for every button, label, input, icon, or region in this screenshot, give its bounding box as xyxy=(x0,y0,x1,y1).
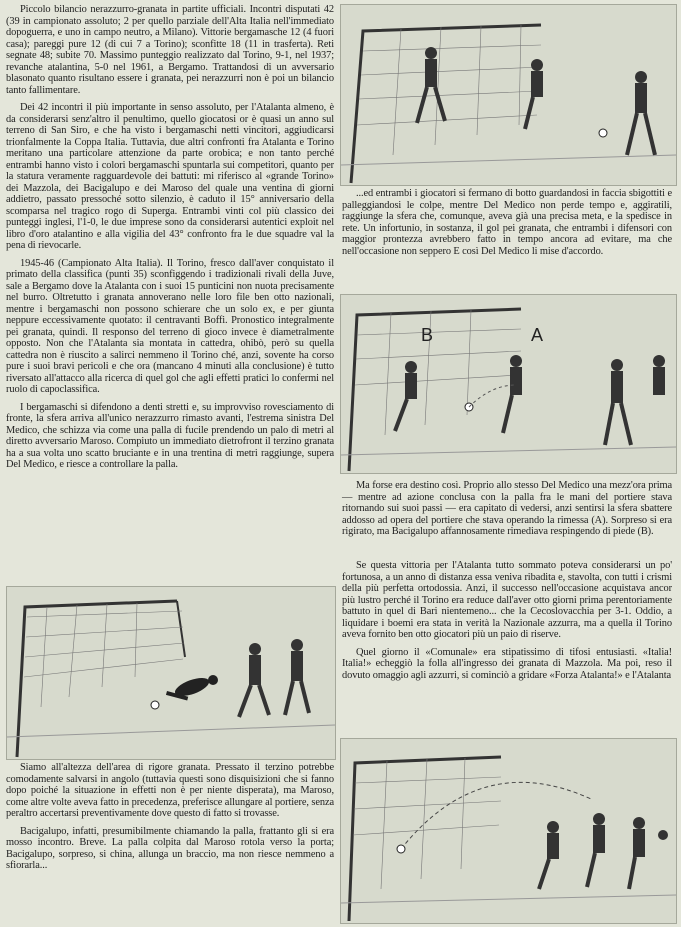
illustration-caption: Ma forse era destino così. Proprio allo stesso Del Medico una mezz'ora prima — mentre ad azione conclusa con la palla fra le mani del portiere stava ritornando sui suoi passi — era capitato di vedersi, anzi sentirsi la sfera sbattere addosso ad opera del portiere che stava operando la rimessa (A). Sorpreso si era rigirato, ma Bacigalupo affannosamente rimediava respingendo di piede (B). xyxy=(342,480,672,537)
illustration-final-goal xyxy=(340,738,677,924)
article-paragraph: I bergamaschi si difendono a denti stretti e, su improvviso rovesciamento di fronte, la sfera arriva all'unico nerazzurro rimasto avanti, l'estrema sinistra Del Medico, che schizza via come una palla di fucile prendendo un palo di metri al diretto avversario Maroso. Compiuto un immediato dietrofront il terzino granata ha a sua volta uno scatto bruciante e in una trentina di metri raggiunge, supera Del Medico, e riesce a controllare la palla. xyxy=(6,401,334,470)
illustration-caption: Bacigalupo, infatti, presumibilmente chiamando la palla, frattanto gli si era mosso incontro. Breve. La palla colpita dal Maroso rotola verso la porta; Bacigalupo, sorpreso, si china, allunga un braccio, ma non riesce nemmeno a sfiorarla... xyxy=(6,825,334,871)
illustration-caption: ...ed entrambi i giocatori si fermano di botto guardandosi in faccia sbigottiti e palleggiandosi le colpe, mentre Del Medico non perde tempo e, aggiratili, raggiunge la sfera che, comunque, aveva già una precisa meta, e la spedisce in rete. Un infortunio, in sostanza, il gol pei granata, che entrambi i difensori con maggior prontezza avrebbero fatto in tempo ancora ad evitare, ma che nell'occasione non seppero E così Del Medico li mise d'accordo. xyxy=(342,188,672,257)
panel-label-a: A xyxy=(531,325,544,345)
article-paragraph: Quel giorno il «Comunale» era stipatissimo di tifosi entusiasti. «Italia! Italia!» echeggiò la folla all'ingresso dei granata di Mazzola. Ma poi, reso il dovuto omaggio agli azzurri, si cominciò a gridare «Forza Atalanta!» e l'Atalanta xyxy=(342,646,672,681)
article-paragraph: Se questa vittoria per l'Atalanta tutto sommato poteva considerarsi un po' fortunosa, a un anno di distanza essa veniva ribadita e, stavolta, con tutti i crismi della più perfetta ortodossia. Anzi, il successo nell'occasione acquistava ancor più lustro perché il Torino era reduce dall'aver otto giorni prima perentoriamente battuto in quel di Bari nientemeno... che la Cecoslovacchia per 3-1. Oddio, a liquidare i boemi era stata in verità la Nazionale azzurra, ma a quella il Torino aveva fornito ben otto giocatori più un paio di riserve. xyxy=(342,560,672,640)
illustration-goalkeeper-stretching xyxy=(6,586,336,760)
panel-label-b: B xyxy=(421,325,434,345)
illustration-ball-rebound xyxy=(340,294,677,474)
illustration-caption: Siamo all'altezza dell'area di rigore granata. Pressato il terzino potrebbe comodamente salvarsi in angolo (tuttavia questi sono disquisizioni che si fanno dopo poiché la situazione in effetti non è per niente disperata), ma Maroso, come altre volte aveva fatto in precedenza, preferisce allungare al portiere, senza peraltro accertarsi preventivamente dove questo di fatto si trovasse. xyxy=(6,762,334,819)
right-text-column xyxy=(342,560,672,736)
article-paragraph: 1945-46 (Campionato Alta Italia). Il Torino, fresco dall'aver conquistato il primato della classifica (punti 35) sconfiggendo i tradizionali rivali della Juve, sale a Bergamo dove la Atalanta con i suoi 15 punticini non nuota precisamente nel burro. Oltretutto i granata annoverano nelle loro file ben otto nazionali, mentre i bergamaschi non possono schierare che un solo ex, e per giunta neppure eccessivamente quotato: il centravanti Boffi. Pronostico integralmente pei granata, quindi. Il responso del terreno di gioco invece è diametralmente opposto. Non che l'Atalanta sia montata in cattedra, ohibò, però su quella cattedra non è riuscito a salirci nemmeno il Torino ché, anzi, sovente ha corso pure i suoi bravi pericoli e che ora (mancano 4 minuti alla conclusione) è tutto riversato all'attacco alla ricerca di quel gol che agli effetti pratici lo confermi nel ruolo di capoclassifica. xyxy=(6,257,334,395)
left-caption-column xyxy=(6,762,334,924)
article-paragraph: Piccolo bilancio nerazzurro-granata in partite ufficiali. Incontri disputati 42 (39 in campionato assoluto; 2 per quello parziale dell'Alta Italia nell'immediato dopoguerra, e uno in campo neutro, a Milano). Vittorie bergamasche 12 (4 fuori casa); pareggi pure 12 (di cui 7 a Torino); sconfitte 18 (11 in trasferta). Reti segnate 48; subite 70. Massimo punteggio realizzato dal Torino, 9-1, nel 1937; revanche atalantina, 5-0 nel 1961, a Bergamo. Trattandosi di un avversario blasonato quanto risultano essere i granata, pei nerazzurri non è poi un bilancio tanto fallimentare. xyxy=(6,4,334,96)
left-text-column xyxy=(6,4,334,584)
article-paragraph: Dei 42 incontri il più importante in senso assoluto, per l'Atalanta almeno, è da considerarsi senz'altro il penultimo, quello giocatosi or è quasi un anno sul terreno di San Siro, e che ha visto i bergamaschi netti vincitori, aggiudicarsi trionfalmente la Coppa Italia. Tuttavia, due altri confronti fra Atalanta e Torino meritano una particolare attenzione da parte orobica; e non tanto perché entrambi hanno visto i colori bergamaschi spuntarla sui competitori, quanto per la statura veramente ragguardevole dei battuti: mi riferisco al «grande Torino» dei Mazzola, dei Bacigalupo e dei Maroso del quale una ventina di giorni addietro, passato pressoché sotto silenzio, è caduto il 15° anniversario della scomparsa nel tragico rogo di Superga. Entrambi vinti col più classico dei punteggi inglesi, l'1-0, le due imprese sono da considerarsi autentici exploit nel libro d'oro atalantino e alla vigilia del 43° confronto fra le due squadre val la pena di rievocarle. xyxy=(6,102,334,251)
illustration-players-arguing xyxy=(340,4,677,186)
